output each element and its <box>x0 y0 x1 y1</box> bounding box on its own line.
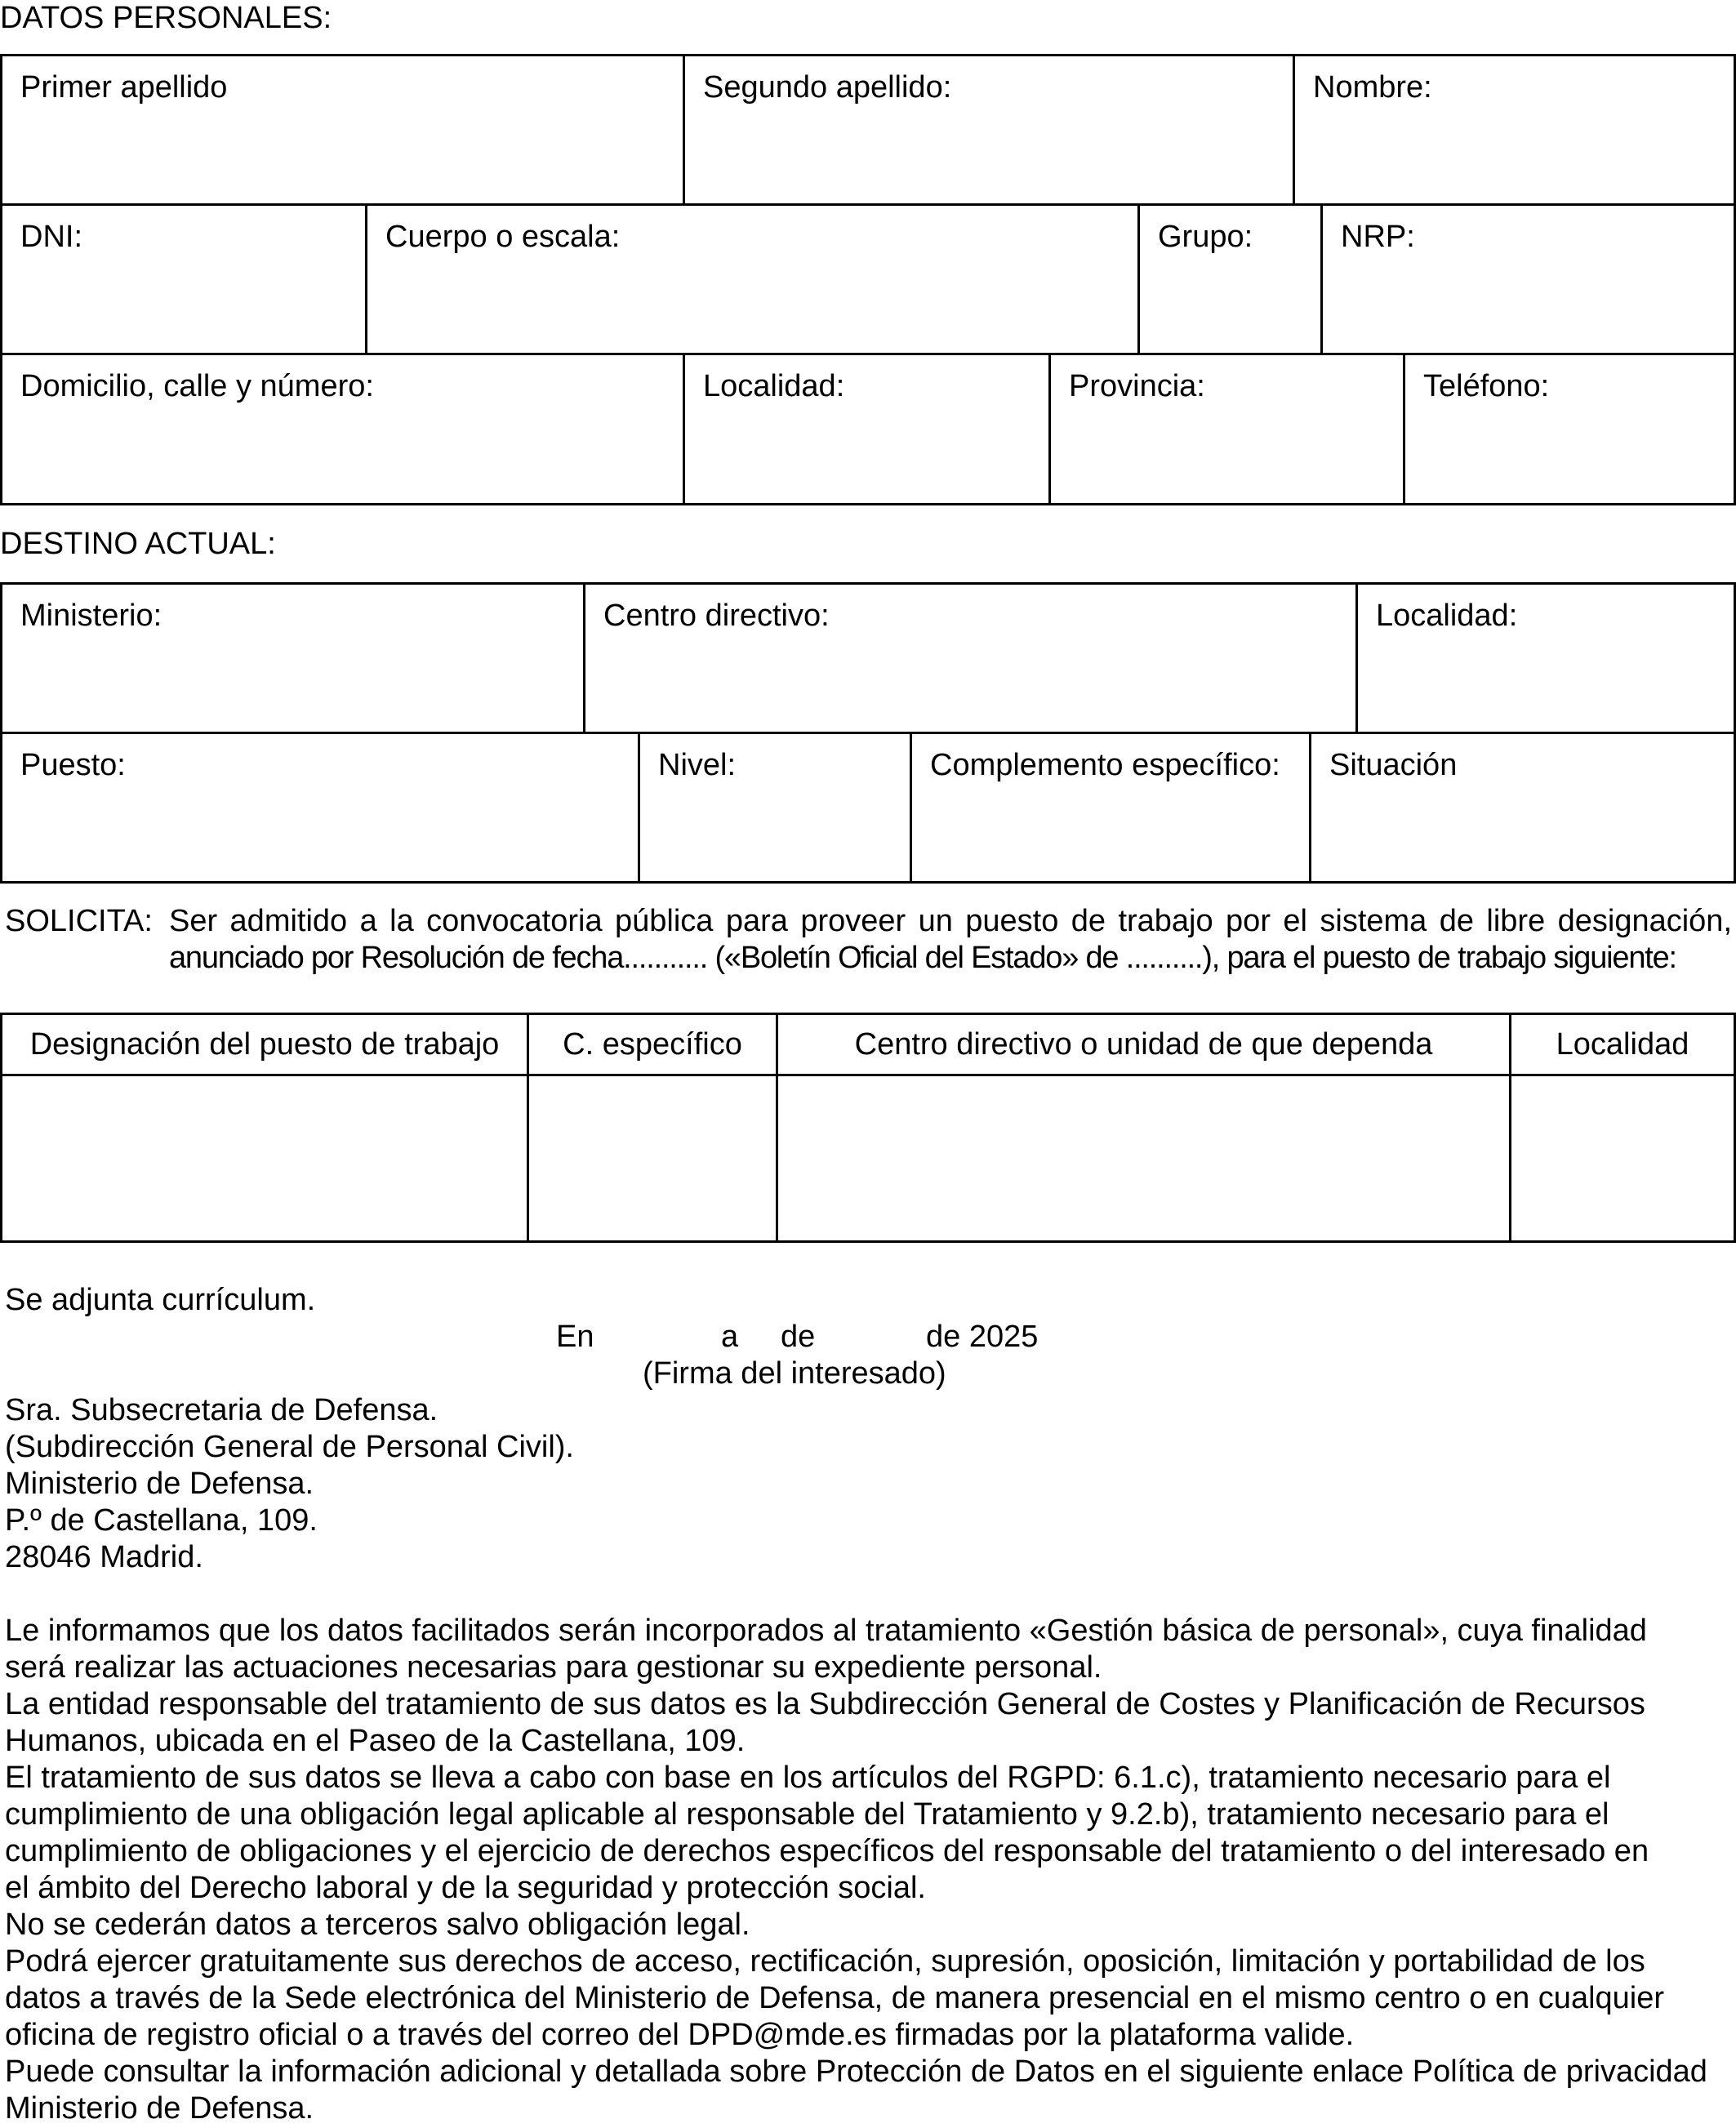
field-grupo[interactable] <box>1137 203 1323 355</box>
field-label: DNI: <box>20 220 82 254</box>
table-cell-centro-directivo[interactable] <box>776 1074 1511 1243</box>
field-telefono[interactable] <box>1403 353 1736 505</box>
date-a: a <box>721 1320 739 1354</box>
field-label: Localidad: <box>1376 599 1518 633</box>
field-dni[interactable] <box>0 203 367 355</box>
field-label: Centro directivo: <box>603 599 830 633</box>
privacy-line: cumplimiento de una obligación legal aplicable al responsable del Tratamiento y 9.2.b), tratamiento necesario para el <box>5 1797 1609 1832</box>
section-title-personal: DATOS PERSONALES: <box>0 1 332 35</box>
address-line: 28046 Madrid. <box>5 1540 203 1574</box>
signature-caption: (Firma del interesado) <box>643 1356 946 1391</box>
field-label: Cuerpo o escala: <box>385 220 621 254</box>
address-line: (Subdirección General de Personal Civil). <box>5 1430 574 1464</box>
privacy-line: será realizar las actuaciones necesarias para gestionar su expediente personal. <box>5 1650 1102 1685</box>
address-line: Sra. Subsecretaria de Defensa. <box>5 1393 438 1427</box>
field-centro-directivo[interactable] <box>583 582 1358 734</box>
field-label: Ministerio: <box>20 599 162 633</box>
privacy-line: Podrá ejercer gratuitamente sus derechos de acceso, rectificación, supresión, oposición, limitación y portabilidad de los <box>5 1944 1645 1979</box>
field-localidad[interactable] <box>683 353 1051 505</box>
table-header-c-especifico: C. específico <box>527 1013 778 1076</box>
privacy-line: oficina de registro oficial o a través del correo del DPD@mde.es firmadas por la plataforma valide. <box>5 2018 1355 2052</box>
field-situacion[interactable] <box>1309 732 1736 884</box>
field-label: Complemento específico: <box>930 748 1280 782</box>
field-label: Primer apellido <box>20 70 228 105</box>
date-en: En <box>556 1320 594 1354</box>
field-complemento-especifico[interactable] <box>910 732 1311 884</box>
table-cell-c-especifico[interactable] <box>527 1074 778 1243</box>
field-domicilio[interactable] <box>0 353 685 505</box>
solicita-label: SOLICITA: <box>5 904 153 938</box>
field-label: Grupo: <box>1158 220 1253 254</box>
field-label: Segundo apellido: <box>703 70 952 105</box>
solicita-line-2: anunciado por Resolución de fecha........... («Boletín Oficial del Estado» de ..........), para el puesto de trabajo siguiente: <box>169 941 1676 975</box>
field-ministerio[interactable] <box>0 582 585 734</box>
field-puesto[interactable] <box>0 732 640 884</box>
table-header-centro-directivo: Centro directivo o unidad de que dependa <box>776 1013 1511 1076</box>
privacy-line: el ámbito del Derecho laboral y de la seguridad y protección social. <box>5 1871 926 1905</box>
field-nivel[interactable] <box>638 732 912 884</box>
privacy-line: La entidad responsable del tratamiento de sus datos es la Subdirección General de Costes y Planificación de Recursos <box>5 1687 1645 1721</box>
field-label: Localidad: <box>703 369 845 403</box>
privacy-line: Le informamos que los datos facilitados serán incorporados al tratamiento «Gestión básica de personal», cuya finalidad <box>5 1614 1647 1648</box>
address-line: Ministerio de Defensa. <box>5 1467 314 1501</box>
field-label: Puesto: <box>20 748 126 782</box>
field-label: Nombre: <box>1313 70 1432 105</box>
field-provincia[interactable] <box>1048 353 1405 505</box>
privacy-line: El tratamiento de sus datos se lleva a cabo con base en los artículos del RGPD: 6.1.c), tratamiento necesario para el <box>5 1761 1611 1795</box>
field-label: Situación <box>1329 748 1458 782</box>
field-label: Teléfono: <box>1423 369 1550 403</box>
field-label: Domicilio, calle y número: <box>20 369 374 403</box>
field-label: Nivel: <box>658 748 737 782</box>
privacy-line: No se cederán datos a terceros salvo obligación legal. <box>5 1908 750 1942</box>
field-cuerpo-escala[interactable] <box>365 203 1140 355</box>
privacy-line: Humanos, ubicada en el Paseo de la Castellana, 109. <box>5 1724 746 1758</box>
curriculum-note: Se adjunta currículum. <box>5 1283 316 1317</box>
section-title-destino: DESTINO ACTUAL: <box>0 527 276 561</box>
recipient-address <box>5 1392 1731 1576</box>
date-de: de <box>781 1320 816 1354</box>
table-cell-localidad[interactable] <box>1509 1074 1736 1243</box>
table-cell-designacion[interactable] <box>0 1074 529 1243</box>
field-nrp[interactable] <box>1320 203 1736 355</box>
field-nombre[interactable] <box>1293 54 1736 206</box>
date-year: de 2025 <box>926 1320 1039 1354</box>
privacy-line: Puede consultar la información adicional y detallada sobre Protección de Datos en el siguiente enlace Política de privacidad <box>5 2055 1707 2089</box>
table-header-localidad: Localidad <box>1509 1013 1736 1076</box>
privacy-notice <box>5 1613 1731 2127</box>
field-primer-apellido[interactable] <box>0 54 685 206</box>
privacy-line: cumplimiento de obligaciones y el ejercicio de derechos específicos del responsable del tratamiento o del interesado en <box>5 1834 1649 1868</box>
solicita-line-1: Ser admitido a la convocatoria pública para proveer un puesto de trabajo por el sistema de libre designación, <box>169 904 1732 938</box>
field-segundo-apellido[interactable] <box>683 54 1295 206</box>
table-header-designacion: Designación del puesto de trabajo <box>0 1013 529 1076</box>
field-label: Provincia: <box>1069 369 1205 403</box>
field-destino-localidad[interactable] <box>1355 582 1736 734</box>
field-label: NRP: <box>1341 220 1415 254</box>
privacy-line: datos a través de la Sede electrónica del Ministerio de Defensa, de manera presencial en el mismo centro o en cualquier <box>5 1981 1665 2015</box>
address-line: P.º de Castellana, 109. <box>5 1503 318 1538</box>
privacy-line: Ministerio de Defensa. <box>5 2091 314 2126</box>
